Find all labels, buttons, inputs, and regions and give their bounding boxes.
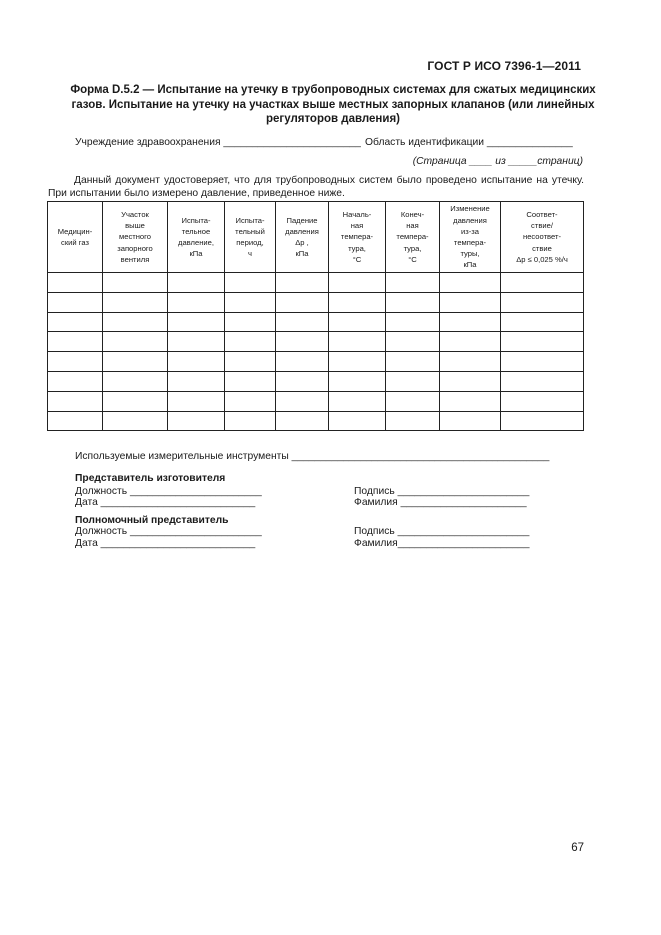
column-header-line: местного [119, 232, 151, 242]
table-row [48, 371, 584, 391]
column-header-line: Испыта- [181, 215, 211, 225]
table-cell[interactable] [386, 411, 440, 431]
column-header-line: ч [248, 249, 252, 259]
institution-field: Учреждение здравоохранения ________________________ [75, 137, 361, 148]
table-cell[interactable] [168, 352, 225, 372]
table-row [48, 292, 584, 312]
table-cell[interactable] [501, 371, 584, 391]
table-cell[interactable] [276, 411, 329, 431]
table-cell[interactable] [440, 292, 501, 312]
table-cell[interactable] [276, 312, 329, 332]
table-cell[interactable] [501, 292, 584, 312]
column-header-line: °С [352, 254, 362, 264]
table-row [48, 273, 584, 293]
column-header-line: период, [236, 238, 264, 247]
table-cell[interactable] [440, 391, 501, 411]
manufacturer-date-field: Дата ___________________________ [75, 497, 256, 508]
manufacturer-position-field: Должность _______________________ [75, 486, 262, 497]
table-cell[interactable] [329, 352, 386, 372]
table-cell[interactable] [48, 391, 103, 411]
table-cell[interactable] [386, 273, 440, 293]
table-cell[interactable] [225, 352, 276, 372]
table-cell[interactable] [276, 352, 329, 372]
table-cell[interactable] [276, 391, 329, 411]
table-cell[interactable] [168, 273, 225, 293]
table-cell[interactable] [501, 391, 584, 411]
column-header-line: давление, [178, 238, 214, 247]
column-header-line: кПа [295, 249, 309, 259]
table-cell[interactable] [103, 371, 168, 391]
table-cell[interactable] [103, 352, 168, 372]
column-header-line: °С [408, 254, 417, 264]
table-cell[interactable] [386, 292, 440, 312]
table-row [48, 352, 584, 372]
column-header-line: туры, [460, 249, 480, 259]
authorized-heading: Полномочный представитель [75, 515, 229, 526]
table-cell[interactable] [103, 292, 168, 312]
statement-paragraph: Данный документ удостоверяет, что для трубопроводных систем было проведено испытание на утечку. При испытании было измерено давление, приведенное ниже. [48, 175, 584, 199]
table-cell[interactable] [225, 332, 276, 352]
column-header-line: тельный [235, 226, 265, 236]
table-cell[interactable] [168, 292, 225, 312]
identification-area-field: Область идентификации _______________ [365, 137, 573, 148]
column-header-line: ский газ [61, 238, 89, 247]
column-header [440, 202, 501, 273]
column-header [48, 202, 103, 273]
table-row [48, 411, 584, 431]
column-header-line: Δp , [295, 238, 309, 247]
manufacturer-heading: Представитель изготовителя [75, 473, 226, 484]
column-header-line: кПа [189, 249, 203, 259]
table-cell[interactable] [48, 292, 103, 312]
table-cell[interactable] [386, 371, 440, 391]
table-cell[interactable] [501, 312, 584, 332]
column-header [329, 202, 386, 273]
standard-code: ГОСТ Р ИСО 7396-1—2011 [427, 59, 581, 73]
table-cell[interactable] [329, 312, 386, 332]
page-number: 67 [571, 842, 584, 854]
table-cell[interactable] [501, 352, 584, 372]
table-cell[interactable] [440, 332, 501, 352]
manufacturer-signature-field: Подпись _______________________ [354, 486, 530, 497]
column-header-line: из-за [461, 226, 479, 236]
column-header-line: темпера- [340, 232, 374, 242]
page-reference: (Страница ____ из _____страниц) [412, 156, 583, 167]
column-header-line: давления [285, 226, 319, 236]
table-cell[interactable] [103, 273, 168, 293]
table-cell[interactable] [168, 391, 225, 411]
table-cell[interactable] [276, 273, 329, 293]
column-header-line: тура, [348, 243, 366, 253]
instruments-field: Используемые измерительные инструменты _____________________________________________ [75, 451, 550, 462]
column-header [276, 202, 329, 273]
column-header-line: тура, [403, 243, 422, 253]
table-cell[interactable] [48, 411, 103, 431]
column-header [501, 202, 584, 273]
column-header-line: ная [406, 221, 419, 231]
table-cell[interactable] [103, 411, 168, 431]
table-cell[interactable] [440, 411, 501, 431]
column-header-line: темпера- [453, 238, 487, 247]
table-cell[interactable] [440, 273, 501, 293]
table-cell[interactable] [329, 332, 386, 352]
form-title-line: Форма D.5.2 — Испытание на утечку в трубопроводных системах для сжатых медицинских [70, 84, 596, 96]
table-cell[interactable] [501, 273, 584, 293]
manufacturer-surname-field: Фамилия ______________________ [354, 497, 527, 508]
table-cell[interactable] [225, 391, 276, 411]
table-cell[interactable] [386, 332, 440, 352]
column-header-line: темпера- [396, 232, 429, 242]
table-cell[interactable] [329, 371, 386, 391]
column-header-line: кПа [463, 260, 477, 270]
table-cell[interactable] [440, 312, 501, 332]
column-header [386, 202, 440, 273]
column-header-line: Медицин- [57, 226, 93, 236]
table-row [48, 312, 584, 332]
table-cell[interactable] [48, 371, 103, 391]
table-cell[interactable] [225, 273, 276, 293]
table-cell[interactable] [225, 371, 276, 391]
leak-test-table [47, 201, 584, 431]
column-header [168, 202, 225, 273]
table-cell[interactable] [48, 332, 103, 352]
column-header-line: ствие [532, 243, 552, 253]
table-cell[interactable] [501, 332, 584, 352]
column-header-line: Соответ- [526, 209, 558, 219]
column-header [225, 202, 276, 273]
table-cell[interactable] [276, 332, 329, 352]
table-cell[interactable] [386, 352, 440, 372]
table-cell[interactable] [103, 391, 168, 411]
table-cell[interactable] [501, 411, 584, 431]
authorized-position-field: Должность _______________________ [75, 526, 262, 537]
column-header-line: Δp ≤ 0,025 %/ч [516, 254, 568, 264]
authorized-signature-field: Подпись _______________________ [354, 526, 530, 537]
column-header-line: Изменение [450, 204, 490, 214]
column-header-line: Конеч- [400, 209, 425, 219]
table-header-row [48, 202, 584, 273]
authorized-surname-field: Фамилия_______________________ [354, 538, 530, 549]
table-cell[interactable] [276, 292, 329, 312]
form-title-line: регуляторов давления) [265, 113, 400, 125]
column-header-line: давления [453, 215, 487, 225]
table-cell[interactable] [329, 292, 386, 312]
table-cell[interactable] [168, 312, 225, 332]
table-cell[interactable] [276, 371, 329, 391]
table-cell[interactable] [329, 411, 386, 431]
column-header-line: ствие/ [531, 221, 553, 231]
column-header-line: несоответ- [523, 232, 561, 242]
form-title [48, 83, 618, 127]
column-header-line: Испыта- [235, 215, 265, 225]
column-header-line: Падение [286, 215, 318, 225]
table-cell[interactable] [103, 312, 168, 332]
table-cell[interactable] [225, 312, 276, 332]
table-row [48, 332, 584, 352]
table-cell[interactable] [440, 371, 501, 391]
form-title-line: газов. Испытание на утечку на участках выше местных запорных клапанов (или линейных [71, 98, 595, 111]
table-cell[interactable] [225, 292, 276, 312]
column-header-line: Участок [121, 209, 149, 219]
table-cell[interactable] [168, 371, 225, 391]
table-cell[interactable] [48, 273, 103, 293]
table-cell[interactable] [386, 391, 440, 411]
column-header-line: ная [350, 221, 364, 231]
authorized-date-field: Дата ___________________________ [75, 538, 256, 549]
column-header-line: Началь- [342, 209, 372, 219]
table-cell[interactable] [168, 411, 225, 431]
column-header-line: запорного [117, 243, 153, 253]
table-cell[interactable] [386, 312, 440, 332]
table-cell[interactable] [48, 312, 103, 332]
table-row [48, 391, 584, 411]
table-body [48, 273, 584, 431]
table-cell[interactable] [48, 352, 103, 372]
column-header-line: выше [125, 221, 145, 231]
table-cell[interactable] [329, 273, 386, 293]
column-header [103, 202, 168, 273]
column-header-line: вентиля [120, 254, 150, 264]
table-cell[interactable] [329, 391, 386, 411]
column-header-line: тельное [181, 226, 211, 236]
table-cell[interactable] [225, 411, 276, 431]
table-cell[interactable] [168, 332, 225, 352]
table-cell[interactable] [440, 352, 501, 372]
table-cell[interactable] [103, 332, 168, 352]
